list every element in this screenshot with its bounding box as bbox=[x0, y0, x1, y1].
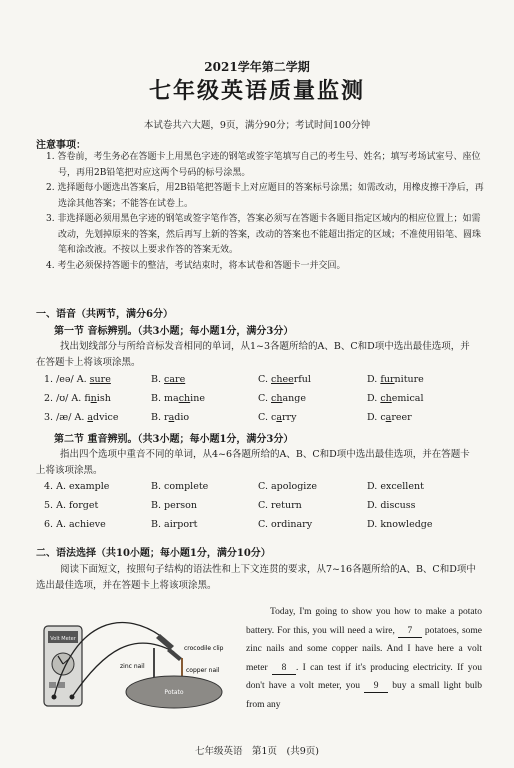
blank-9: 9 bbox=[364, 680, 388, 693]
sec2-heading: 第二节 重音辨别。（共3小题；每小题1分，满分3分） bbox=[54, 434, 294, 445]
svg-text:zinc nail: zinc nail bbox=[120, 663, 145, 670]
svg-text:Volt Meter: Volt Meter bbox=[50, 636, 76, 642]
question-row: 4. A. example B. complete C. apologize D. excellent bbox=[44, 481, 424, 492]
sec2-questions bbox=[36, 477, 476, 534]
volt-meter-icon bbox=[44, 626, 82, 706]
reading-passage: Today, I'm going to show you how to make a potato battery. For this, you will need a wire, 7 potatoes, some zinc nails and some copper nails. And I have here a volt meter 8 . I can test if it's producing electricity. If you don't have a volt meter, you 9 buy a small light bulb from any bbox=[246, 607, 483, 710]
part2-heading: 二、语法选择（共10小题；每小题1分，满分10分） bbox=[36, 548, 271, 559]
potato-battery-figure bbox=[34, 600, 240, 712]
question-row: 5. A. forget B. person C. return D. discuss bbox=[44, 500, 416, 511]
part2-instructions: 阅读下面短文，按照句子结构的语法性和上下文连贯的要求，从7~16各题所给的A、B、C和D项中选出最佳选项，并在答题卡上将该项涂黑。 bbox=[36, 564, 476, 591]
question-row: 3. /æ/ A. advice B. radio C. carry D. career bbox=[44, 412, 412, 423]
note-item: 1. 答卷前，考生务必在答题卡上用黑色字迹的钢笔或签字笔填写自己的考生号、姓名；填写考场试室号、座位号，再用2B铅笔把对应这两个号码的标号涂黑。 bbox=[46, 152, 481, 178]
note-item: 4. 考生必须保持答题卡的整洁，考试结束时，将本试卷和答题卡一并交回。 bbox=[46, 260, 346, 271]
sec1-instructions: 找出划线部分与所给音标发音相同的单词，从1~3各题所给的A、B、C和D项中选出最佳选项，并在答题卡上将该项涂黑。 bbox=[36, 341, 470, 368]
notes-list bbox=[46, 150, 486, 274]
exam-info: 本试卷共六大题，9页，满分90分；考试时间100分钟 bbox=[143, 120, 371, 131]
term-label: 2021学年第二学期 bbox=[204, 60, 310, 74]
sec1-questions bbox=[36, 370, 476, 427]
note-item: 2. 选择题每小题选出答案后，用2B铅笔把答题卡上对应题目的答案标号涂黑；如需改动，用橡皮擦干净后，再选涂其他答案；不能答在试卷上。 bbox=[46, 183, 484, 209]
blank-8: 8 bbox=[272, 662, 296, 675]
notes-heading: 注意事项： bbox=[36, 140, 86, 151]
question-row: 2. /ʊ/ A. finish B. machine C. change D. chemical bbox=[44, 393, 424, 404]
question-row: 1. /eə/ A. sure B. care C. cheerful D. furniture bbox=[44, 374, 424, 385]
part1-heading: 一、语音（共两节，满分6分） bbox=[36, 309, 173, 320]
svg-text:copper nail: copper nail bbox=[186, 667, 220, 674]
blank-7: 7 bbox=[398, 625, 422, 638]
exam-title: 七年级英语质量监测 bbox=[148, 78, 365, 104]
page-footer: 七年级英语 第1页 (共9页) bbox=[194, 746, 319, 757]
svg-text:crocodile clip: crocodile clip bbox=[184, 645, 224, 652]
sec2-instructions: 指出四个选项中重音不同的单词，从4~6各题所给的A、B、C和D项中选出最佳选项，并在答题卡上将该项涂黑。 bbox=[36, 449, 470, 476]
sec1-heading: 第一节 音标辨别。（共3小题；每小题1分，满分3分） bbox=[54, 326, 294, 337]
svg-text:Potato: Potato bbox=[164, 689, 184, 696]
note-item: 3. 非选择题必须用黑色字迹的钢笔或签字笔作答，答案必须写在答题卡各题目指定区域内的相应位置上；如需改动，先划掉原来的答案，然后再写上新的答案，改动的答案也不能超出指定的区域；不准使用铅笔、圆珠笔和涂改液。不按以上要求作答的答案无效。 bbox=[46, 214, 482, 255]
question-row: 6. A. achieve B. airport C. ordinary D. knowledge bbox=[44, 519, 433, 530]
